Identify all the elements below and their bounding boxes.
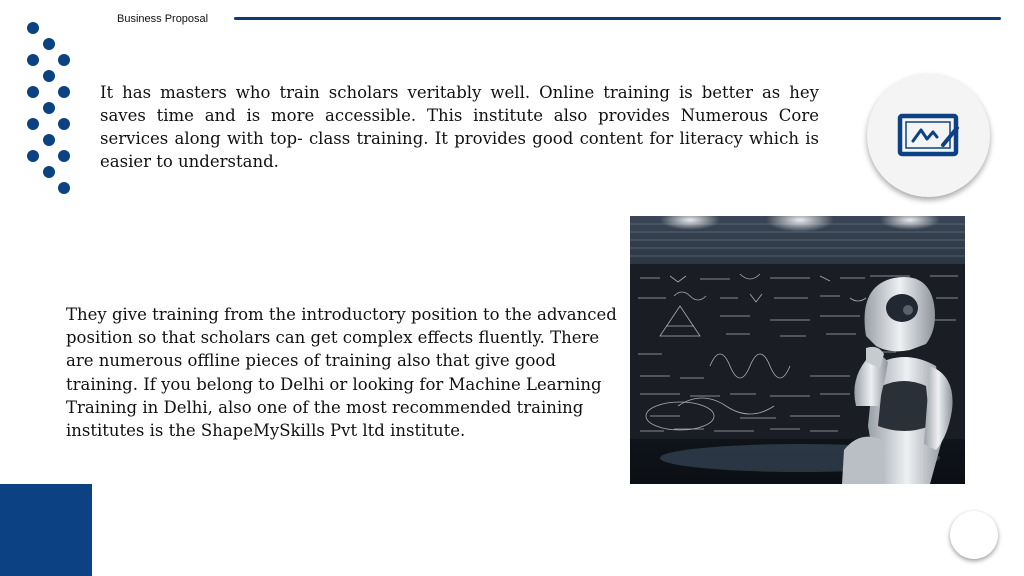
robot-thinking-chalkboard-image xyxy=(630,216,965,484)
dot xyxy=(27,86,39,98)
dot xyxy=(58,118,70,130)
dot xyxy=(58,150,70,162)
dot xyxy=(27,118,39,130)
dot xyxy=(43,70,55,82)
dot xyxy=(43,38,55,50)
dot xyxy=(27,150,39,162)
nav-circle-button[interactable] xyxy=(950,511,998,559)
body-paragraph-1: It has masters who train scholars veritably well. Online training is better as hey saves time and is more accessible. This institute also provides Numerous Core services along with top- class training. It provides good content for literacy which is easier to understand. xyxy=(100,83,819,171)
header-divider xyxy=(234,17,1001,20)
dot xyxy=(43,134,55,146)
dot xyxy=(43,102,55,114)
dot xyxy=(43,166,55,178)
dot xyxy=(58,86,70,98)
header-label: Business Proposal xyxy=(117,13,209,25)
whiteboard-chart-icon xyxy=(897,113,961,159)
dot xyxy=(58,182,70,194)
icon-badge xyxy=(867,74,990,197)
body-paragraph-2: They give training from the introductory position to the advanced position so that scholars can get complex effects fluently. There are numerous offline pieces of training also that give good training. If you belong to Delhi or looking for Machine Learning Training in Delhi, also one of the most recommended training institutes is the ShapeMySkills Pvt ltd institute. xyxy=(66,305,617,441)
dot-pattern xyxy=(0,0,80,200)
dot xyxy=(58,54,70,66)
corner-accent-square xyxy=(0,484,92,576)
dot xyxy=(27,22,39,34)
dot xyxy=(27,54,39,66)
